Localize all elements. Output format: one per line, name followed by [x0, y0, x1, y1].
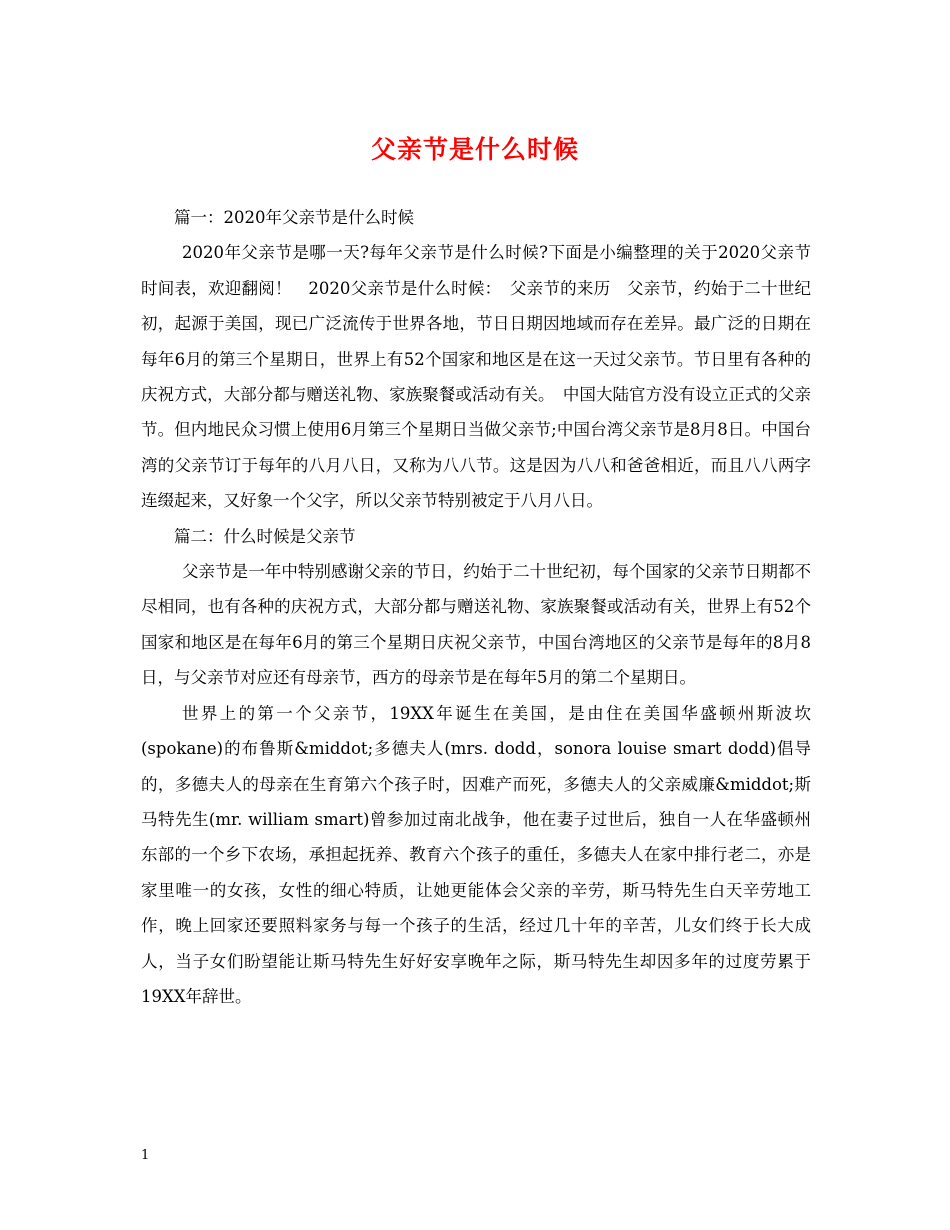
paragraph: 父亲节是一年中特别感谢父亲的节日，约始于二十世纪初，每个国家的父亲节日期都不尽相同，也有各种的庆祝方式，大部分都与赠送礼物、家族聚餐或活动有关，世界上有52个国家和地区是在每年6月的第三个星期日庆祝父亲节，中国台湾地区的父亲节是每年的8月8日，与父亲节对应还有母亲节，西方的母亲节是在每年5月的第二个星期日。: [141, 562, 811, 688]
page-number: 1: [141, 1148, 150, 1163]
document-body: [141, 200, 811, 1014]
page-title: 父亲节是什么时候: [370, 135, 579, 164]
section-heading: 篇二：什么时候是父亲节: [174, 526, 356, 546]
paragraph: 2020年父亲节是哪一天?每年父亲节是什么时候?下面是小编整理的关于2020父亲节时间表，欢迎翻阅！ 2020父亲节是什么时候： 父亲节的来历 父亲节，约始于二十世纪初，起源于美国，现已广泛流传于世界各地，节日日期因地域而存在差异。最广泛的日期在每年6月的第三个星期日，世界上有52个国家和地区是在这一天过父亲节。节日里有各种的庆祝方式，大部分都与赠送礼物、家族聚餐或活动有关。 中国大陆官方没有设立正式的父亲节。但内地民众习惯上使用6月第三个星期日当做父亲节;中国台湾父亲节是8月8日。中国台湾的父亲节订于每年的八月八日，又称为八八节。这是因为八八和爸爸相近，而且八八两字连缀起来，又好象一个父字，所以父亲节特别被定于八月八日。: [141, 243, 811, 511]
paragraph: 世界上的第一个父亲节，19XX年诞生在美国，是由住在美国华盛顿州斯波坎(spokane)的布鲁斯&middot;多德夫人(mrs. dodd，sonora louise smart dodd)倡导的，多德夫人的母亲在生育第六个孩子时，因难产而死，多德夫人的父亲威廉&middot;斯马特先生(mr. william smart)曾参加过南北战争，他在妻子过世后，独自一人在华盛顿州东部的一个乡下农场，承担起抚养、教育六个孩子的重任，多德夫人在家中排行老二，亦是家里唯一的女孩，女性的细心特质，让她更能体会父亲的辛劳，斯马特先生白天辛劳地工作，晚上回家还要照料家务与每一个孩子的生活，经过几十年的辛苦，儿女们终于长大成人，当子女们盼望能让斯马特先生好好安享晚年之际，斯马特先生却因多年的过度劳累于19XX年辞世。: [141, 703, 811, 1006]
section-heading: 篇一：2020年父亲节是什么时候: [174, 208, 414, 227]
